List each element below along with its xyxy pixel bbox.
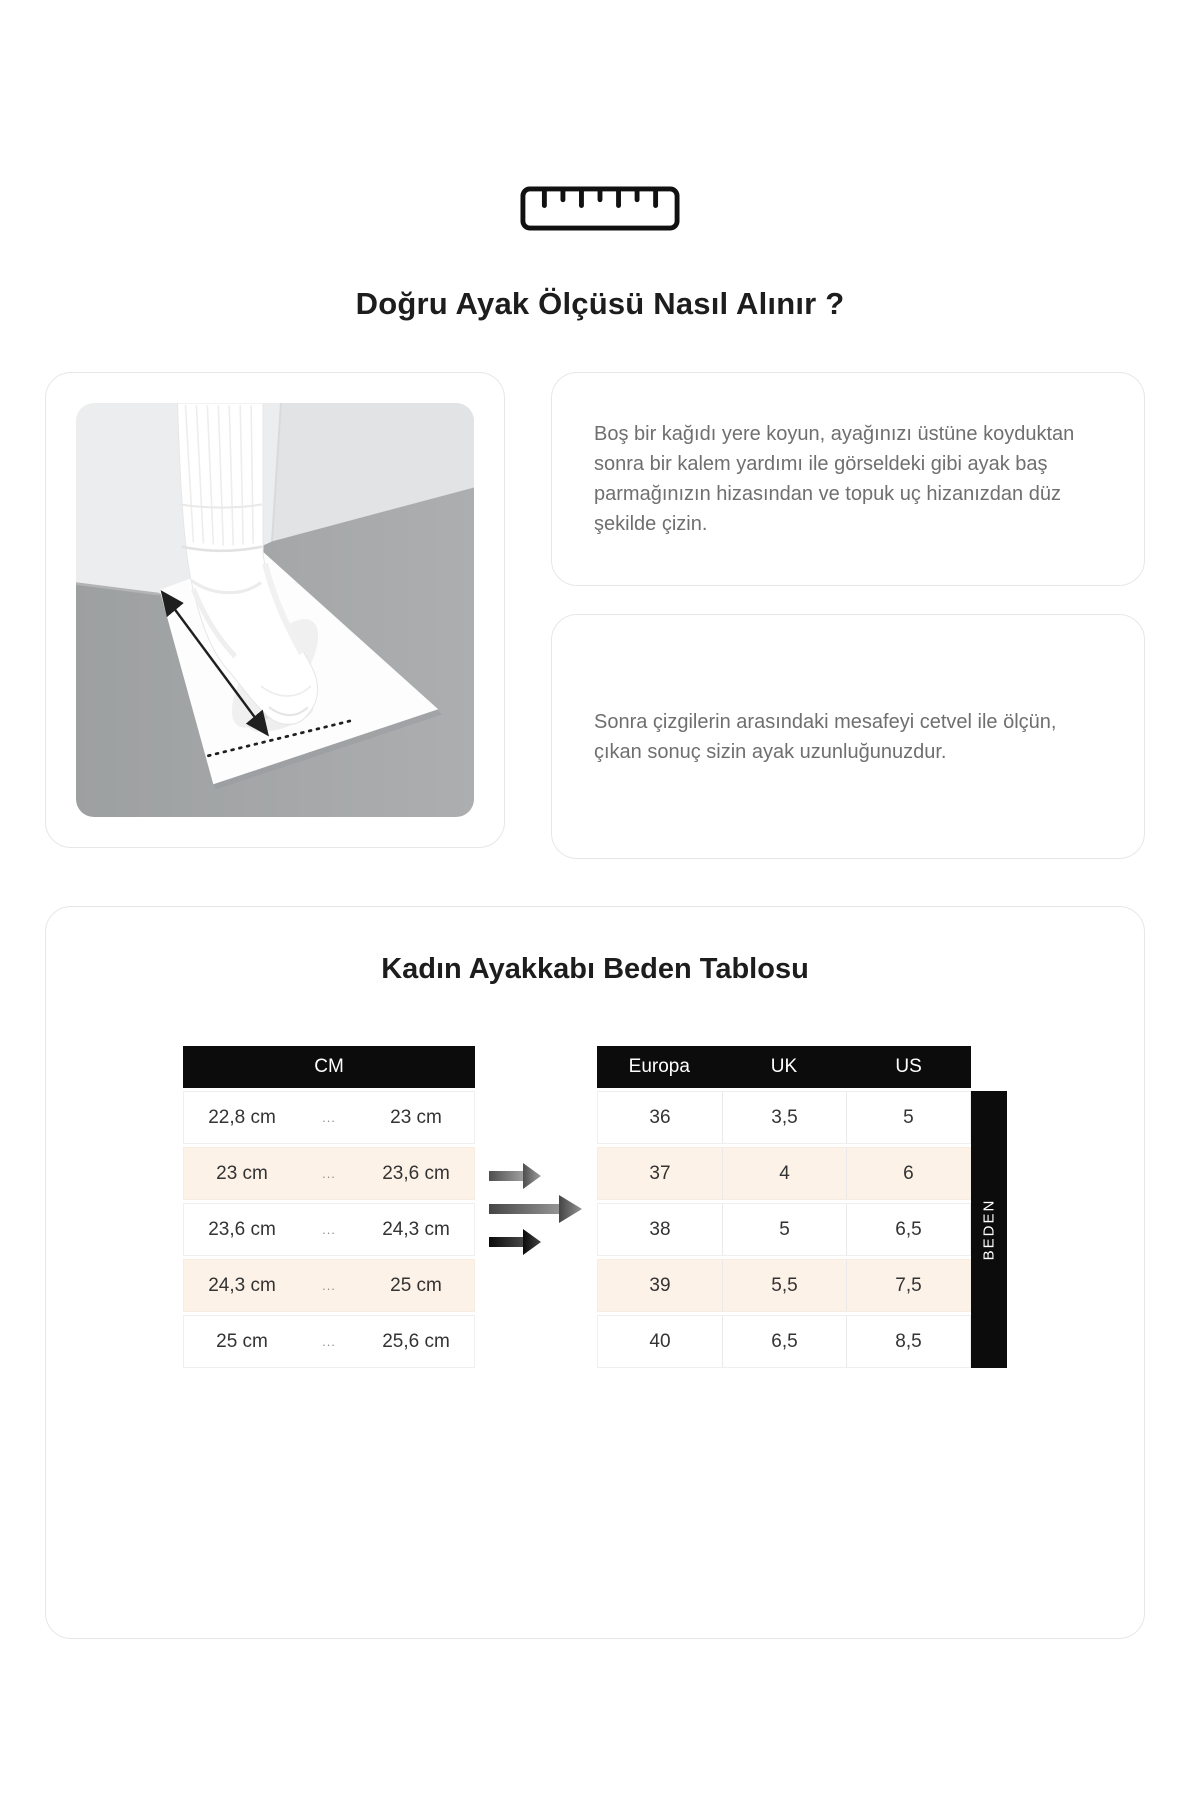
size-uk: 5: [722, 1204, 846, 1255]
range-separator: ...: [322, 1110, 336, 1125]
step-2-text: Sonra çizgilerin arasındaki mesafeyi cetvel ile ölçün, çıkan sonuç sizin ayak uzunluğunuzdur.: [594, 710, 1057, 763]
mapping-arrows-icon: [475, 1046, 597, 1371]
foot-measurement-photo: [76, 403, 474, 817]
intl-table-header: [597, 1046, 971, 1088]
col-header-us: US: [895, 1056, 922, 1077]
size-table-title: Kadın Ayakkabı Beden Tablosu: [381, 953, 809, 985]
table-row: [597, 1203, 971, 1256]
cm-table-header: CM: [183, 1046, 475, 1088]
cm-to: 23 cm: [390, 1106, 442, 1128]
cm-from: 24,3 cm: [208, 1274, 276, 1296]
intl-size-table: [597, 1046, 971, 1371]
table-row: [183, 1147, 475, 1200]
how-to-section: [0, 372, 1200, 859]
size-uk: 4: [722, 1148, 846, 1199]
table-row: [597, 1259, 971, 1312]
size-us: 6,5: [846, 1204, 970, 1255]
size-us: 6: [846, 1148, 970, 1199]
size-uk: 5,5: [722, 1260, 846, 1311]
range-separator: ...: [322, 1334, 336, 1349]
table-row: [597, 1147, 971, 1200]
cm-to: 23,6 cm: [382, 1162, 450, 1184]
cm-from: 22,8 cm: [208, 1106, 276, 1128]
cm-to: 24,3 cm: [382, 1218, 450, 1240]
size-uk: 6,5: [722, 1316, 846, 1367]
col-header-uk: UK: [770, 1056, 798, 1077]
beden-side-label: [971, 1091, 1007, 1368]
size-eu: 39: [649, 1274, 671, 1296]
table-row: [183, 1091, 475, 1144]
range-separator: ...: [322, 1278, 336, 1293]
step-1-text: Boş bir kağıdı yere koyun, ayağınızı üstüne koyduktan sonra bir kalem yardımı ile görseldeki gibi ayak baş parmağınızın hizasından ve topuk uç hizanızdan düz şekilde çizin.: [594, 423, 1075, 535]
col-header-europa: Europa: [628, 1056, 690, 1077]
table-row: [183, 1203, 475, 1256]
cm-table: [183, 1046, 475, 1371]
range-separator: ...: [322, 1166, 336, 1181]
hero-section: [0, 0, 1200, 322]
instruction-steps: [551, 372, 1145, 859]
step-card-1: [551, 372, 1145, 586]
size-eu: 37: [649, 1162, 671, 1184]
table-row: [597, 1091, 971, 1144]
cm-to: 25,6 cm: [382, 1330, 450, 1352]
size-table-card: [45, 906, 1145, 1639]
cm-to: 25 cm: [390, 1274, 442, 1296]
size-tables: [46, 1046, 1144, 1371]
cm-from: 25 cm: [216, 1330, 268, 1352]
range-separator: ...: [322, 1222, 336, 1237]
table-row: [183, 1315, 475, 1368]
table-row: [183, 1259, 475, 1312]
size-us: 8,5: [846, 1316, 970, 1367]
size-uk: 3,5: [722, 1092, 846, 1143]
size-eu: 40: [649, 1330, 671, 1352]
table-row: [597, 1315, 971, 1368]
step-card-2: [551, 614, 1145, 859]
beden-side-label-text: BEDEN: [980, 1198, 998, 1261]
cm-from: 23 cm: [216, 1162, 268, 1184]
page-title: Doğru Ayak Ölçüsü Nasıl Alınır ?: [355, 286, 845, 321]
size-eu: 36: [649, 1106, 671, 1128]
size-us: 7,5: [846, 1260, 970, 1311]
ruler-icon: [520, 186, 680, 236]
size-us: 5: [846, 1092, 970, 1143]
cm-from: 23,6 cm: [208, 1218, 276, 1240]
size-eu: 38: [649, 1218, 671, 1240]
foot-measure-photo-card: [45, 372, 505, 848]
